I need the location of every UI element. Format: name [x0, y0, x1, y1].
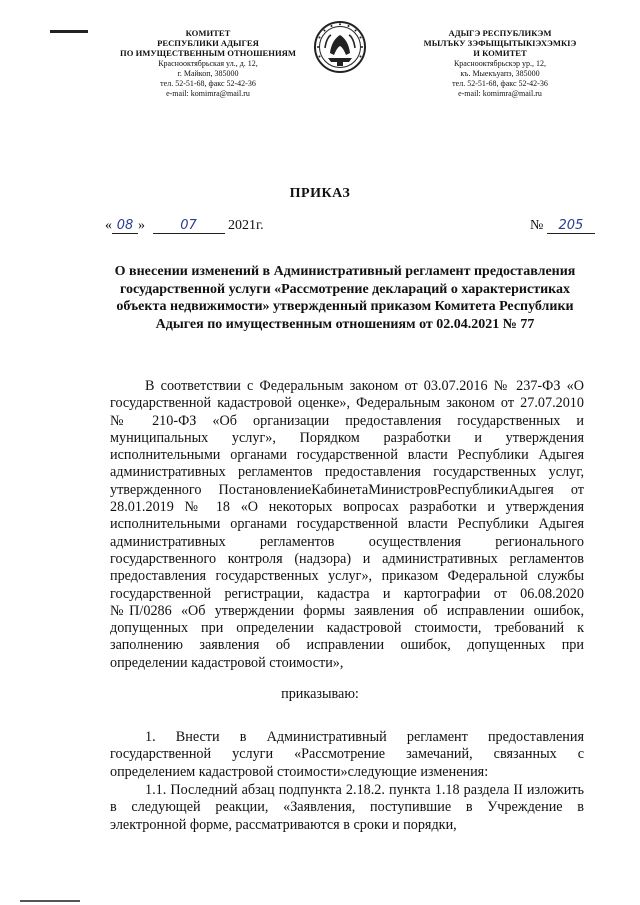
- date-month: 07: [153, 218, 225, 234]
- document-type-title: ПРИКАЗ: [289, 186, 351, 201]
- date-year: 2021г.: [228, 218, 264, 233]
- header-left-block: [108, 28, 308, 99]
- email-line: e-mail: komimra@mail.ru: [458, 89, 542, 99]
- org-name-line: АДЫГЭ РЕСПУБЛИКЭМ: [448, 28, 552, 38]
- email-line: e-mail: komimra@mail.ru: [166, 89, 250, 99]
- document-date: [105, 218, 264, 234]
- org-name-line: И КОМИТЕТ: [473, 48, 527, 59]
- org-name-line: МЫЛЪКУ ЗЭФЫЩЫТЫКІЭХЭМКІЭ: [423, 38, 577, 49]
- date-open-quote: «: [105, 218, 112, 233]
- org-name-line: РЕСПУБЛИКИ АДЫГЕЯ: [157, 38, 259, 49]
- date-close-quote: »: [138, 218, 145, 233]
- address-line: къ. Мыекъуапэ, 385000: [460, 68, 540, 78]
- document-number: [530, 218, 595, 234]
- org-name-line: ПО ИМУЩЕСТВЕННЫМ ОТНОШЕНИЯМ: [120, 48, 296, 59]
- coat-of-arms-emblem-icon: [313, 20, 367, 74]
- address-line: Краснооктябрьскэр ур., 12,: [453, 58, 547, 68]
- header-right-block: [400, 28, 600, 99]
- document-subject: О внесении изменений в Административный регламент предоставления государственной услуги «Рассмотрение деклараций о характеристиках объекта недвижимости» утвержденный приказом Комитета Республики Адыгея по имущественным отношениям от 02.04.2021 № 77: [114, 264, 576, 333]
- scan-edge-mark: [20, 900, 80, 902]
- address-line: г. Майкоп, 385000: [177, 68, 239, 78]
- item-1-paragraph: 1. Внести в Административный регламент предоставления государственной услуги «Рассмотрение замечаний, связанных с определением кадастровой стоимости»следующие изменения:: [110, 729, 584, 780]
- order-word: приказываю:: [281, 686, 359, 702]
- preamble-paragraph: В соответствии с Федеральным законом от 03.07.2016 № 237-ФЗ «О государственной кадастровой оценке», Федеральным законом от 27.07.2010 № 210-ФЗ «Об организации предоставления государственных и муниципальных услуг», Порядком разработки и утверждения исполнительными органами государственной власти Республики Адыгея административных регламентов предоставления государственных услуг, утвержденного ПостановлениеКабинетаМинистровРеспубликиАдыгея от 28.01.2019 № 18 «О некоторых вопросах разработки и утверждения исполнительными органами государственной власти Республики Адыгея административных регламентов осуществления регионального государственного контроля (надзора) и административных регламентов предоставления государственных услуг», приказом Федеральной службы государственной регистрации, кадастра и картографии от 06.08.2020 №П/0286 «Об утверждении формы заявления об исправлении ошибок, допущенных при определении кадастровой стоимости, требований к заполнению заявления об исправлении ошибок, допущенных при определении кадастровой стоимости»,: [110, 378, 584, 671]
- address-line: Краснооктябрьская ул., д. 12,: [158, 58, 258, 68]
- number-label: №: [530, 218, 544, 233]
- item-1-1-paragraph: 1.1. Последний абзац подпункта 2.18.2. пункта 1.18 раздела II изложить в следующей реакции, «Заявления, поступившие в Учреждение в электронной форме, рассматриваются в сроки и порядки,: [110, 782, 584, 833]
- corner-mark: [50, 30, 88, 33]
- date-day: 08: [112, 218, 138, 234]
- org-name-line: КОМИТЕТ: [185, 28, 231, 38]
- phone-line: тел. 52-51-68, факс 52-42-36: [160, 79, 256, 89]
- phone-line: тел. 52-51-68, факс 52-42-36: [452, 79, 548, 89]
- number-value: 205: [547, 218, 595, 234]
